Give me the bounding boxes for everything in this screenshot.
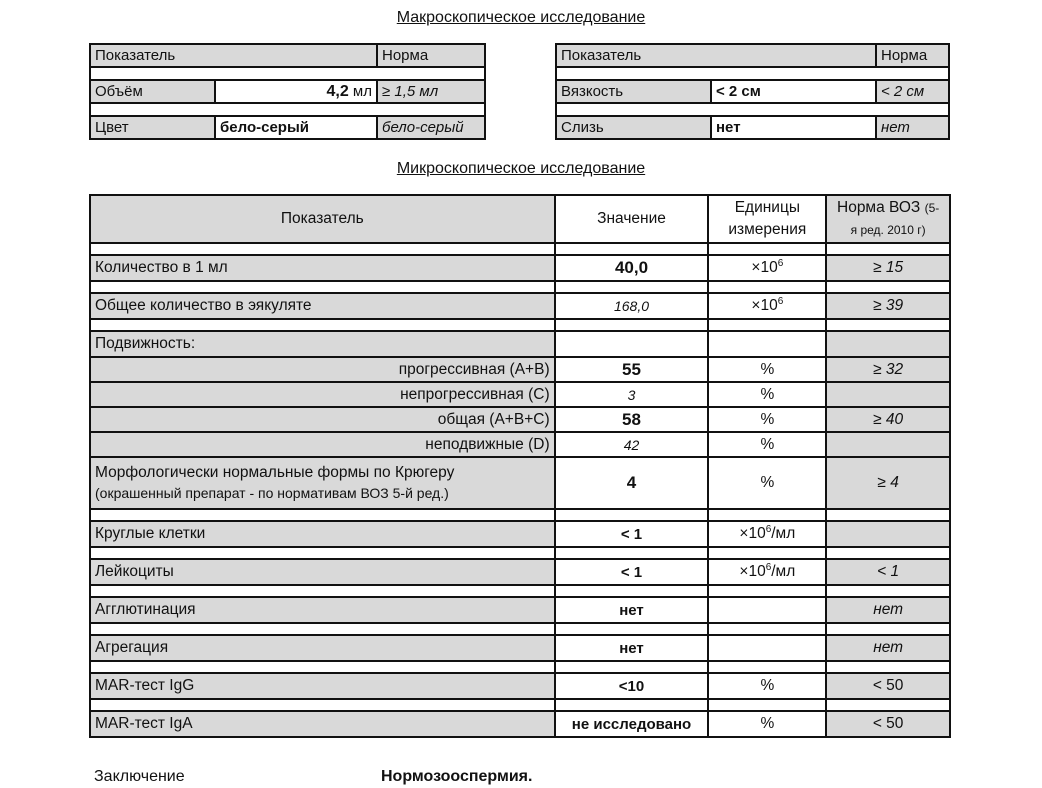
macro-table-right [555, 43, 950, 140]
norm-volume: ≥ 1,5 мл [377, 80, 485, 103]
param-cell: непрогрессивная (C) [90, 382, 555, 407]
table-row [90, 255, 950, 281]
unit-cell: $\times 10^6/мл$ [708, 559, 826, 585]
unit-cell: % [708, 382, 826, 407]
table-row [90, 635, 950, 661]
param-cell: MAR-тест IgA [90, 711, 555, 737]
value-volume: 4,2 мл [215, 80, 377, 103]
param-cell: MAR-тест IgG [90, 673, 555, 699]
micro-section-title: Микроскопическое исследование [396, 160, 646, 177]
table-row [90, 432, 950, 457]
param-viscosity: Вязкость [556, 80, 711, 103]
unit-cell [708, 597, 826, 623]
norm-cell: нет [826, 635, 950, 661]
param-cell: Круглые клетки [90, 521, 555, 547]
header-norm: Норма ВОЗ (5- я ред. 2010 г) [826, 195, 950, 243]
norm-cell: < 50 [826, 673, 950, 699]
value-cell: < 1 [555, 559, 709, 585]
value-cell: нет [555, 635, 709, 661]
micro-table [89, 194, 951, 738]
table-row [90, 357, 950, 382]
param-volume: Объём [90, 80, 215, 103]
header-param: Показатель [90, 195, 555, 243]
unit-cell: % [708, 407, 826, 432]
norm-viscosity: < 2 см [876, 80, 949, 103]
table-row [90, 293, 950, 319]
norm-cell [826, 432, 950, 457]
param-cell: Лейкоциты [90, 559, 555, 585]
conclusion-value: Нормозооспермия. [381, 768, 533, 785]
norm-cell: < 1 [826, 559, 950, 585]
unit-cell: $\times 10^6$ [708, 255, 826, 281]
param-cell: Агрегация [90, 635, 555, 661]
value-cell: не исследовано [555, 711, 709, 737]
value-cell: 4 [555, 457, 709, 509]
unit-cell: % [708, 457, 826, 509]
param-cell: Общее количество в эякуляте [90, 293, 555, 319]
value-cell: < 1 [555, 521, 709, 547]
table-row [90, 521, 950, 547]
norm-mucus: нет [876, 116, 949, 139]
norm-cell: ≥ 39 [826, 293, 950, 319]
header-param: Показатель [90, 44, 377, 67]
value-cell: 40,0 [555, 255, 709, 281]
norm-color: бело-серый [377, 116, 485, 139]
norm-cell: < 50 [826, 711, 950, 737]
table-row [90, 457, 950, 509]
value-viscosity: < 2 см [711, 80, 876, 103]
value-cell: нет [555, 597, 709, 623]
unit-cell: % [708, 711, 826, 737]
unit-cell: % [708, 432, 826, 457]
param-cell: прогрессивная (A+B) [90, 357, 555, 382]
param-color: Цвет [90, 116, 215, 139]
table-row [90, 382, 950, 407]
conclusion-label: Заключение [94, 768, 185, 785]
norm-cell: ≥ 4 [826, 457, 950, 509]
unit-cell: $\times 10^6$ [708, 293, 826, 319]
value-color: бело-серый [215, 116, 377, 139]
param-cell: Морфологически нормальные формы по Крюгеру (окрашенный препарат - по нормативам ВОЗ 5-й ред.) [90, 457, 555, 509]
macro-table-left [89, 43, 486, 140]
param-cell: общая (A+B+C) [90, 407, 555, 432]
value-cell: 3 [555, 382, 709, 407]
unit-cell: % [708, 357, 826, 382]
value-cell: 58 [555, 407, 709, 432]
header-norm: Норма [876, 44, 949, 67]
norm-cell [826, 382, 950, 407]
table-row [90, 673, 950, 699]
norm-cell: ≥ 15 [826, 255, 950, 281]
param-mucus: Слизь [556, 116, 711, 139]
unit-cell: $\times 10^6/мл$ [708, 521, 826, 547]
table-row [90, 331, 950, 357]
unit-cell: % [708, 673, 826, 699]
header-value: Значение [555, 195, 709, 243]
value-cell: 168,0 [555, 293, 709, 319]
value-cell: 42 [555, 432, 709, 457]
table-row [90, 407, 950, 432]
table-row [90, 711, 950, 737]
norm-cell: ≥ 32 [826, 357, 950, 382]
param-cell: Агглютинация [90, 597, 555, 623]
unit-cell [708, 635, 826, 661]
value-cell: <10 [555, 673, 709, 699]
header-units: Единицы измерения [708, 195, 826, 243]
value-mucus: нет [711, 116, 876, 139]
param-cell: Подвижность: [90, 331, 555, 357]
param-cell: неподвижные (D) [90, 432, 555, 457]
header-param: Показатель [556, 44, 876, 67]
value-cell: 55 [555, 357, 709, 382]
param-cell: Количество в 1 мл [90, 255, 555, 281]
header-norm: Норма [377, 44, 485, 67]
norm-cell [826, 521, 950, 547]
macro-section-title: Макроскопическое исследование [396, 9, 646, 26]
norm-cell: ≥ 40 [826, 407, 950, 432]
norm-cell: нет [826, 597, 950, 623]
table-row [90, 559, 950, 585]
table-row [90, 597, 950, 623]
